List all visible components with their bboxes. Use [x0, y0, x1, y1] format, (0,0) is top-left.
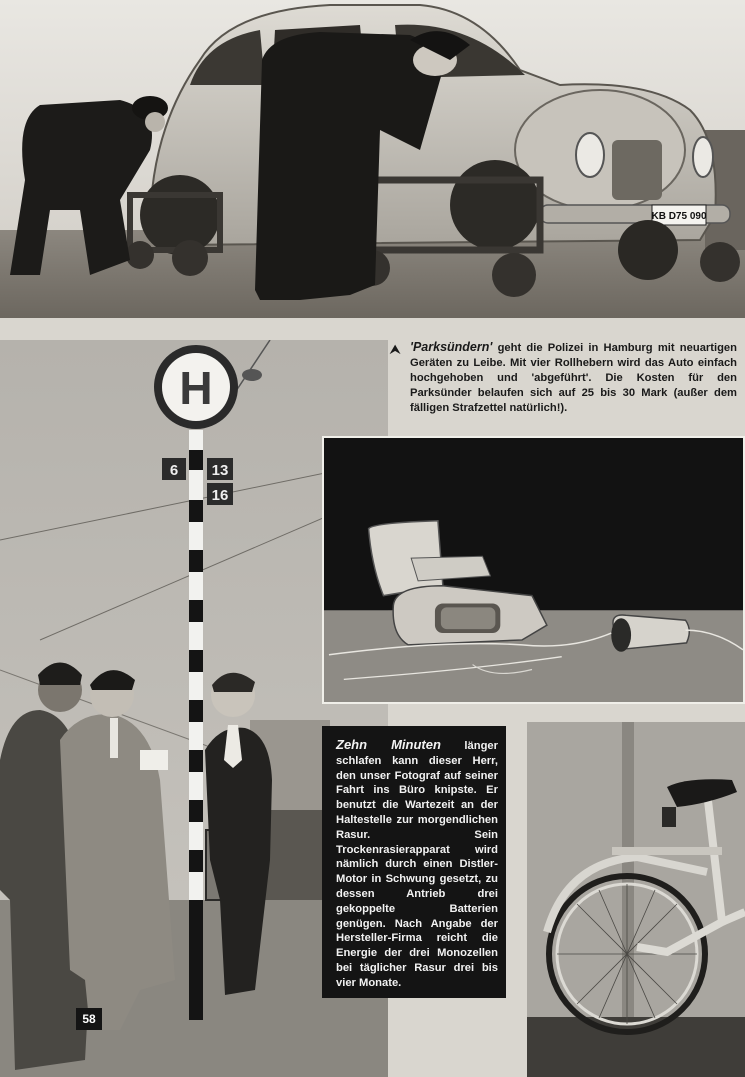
route-number-left: 6	[169, 462, 179, 479]
photo-bicycle	[527, 722, 745, 1077]
route-number-right-top: 13	[211, 462, 229, 479]
photo-battery-shaver	[322, 436, 745, 704]
caption-parking-text: geht die Polizei in Hamburg mit neuartigen Geräten zu Leibe. Mit vier Rollhebern wird das Auto einfach hochgehoben und 'abgeführt'. Die Kosten für den Parksünder belaufen sich auf 25 bis 30 Mark (außer dem fälligen Strafzettel natürlich!).	[410, 342, 737, 414]
bus-stop-sign-letter: H	[179, 362, 213, 414]
route-number-right-bottom: 16	[211, 487, 229, 504]
photo-police-car-lift	[0, 0, 745, 318]
caption-parking-offenders	[392, 340, 737, 416]
caption-ten-minutes	[322, 726, 506, 998]
arrow-up-icon: ⮝	[390, 342, 401, 356]
license-plate: KB D75 090	[651, 211, 707, 222]
caption-shaver-lead: Zehn Minuten	[336, 737, 441, 752]
page-number: 58	[76, 1008, 102, 1030]
caption-shaver-text: länger schlafen kann dieser Herr, den unser Fotograf auf seiner Fahrt ins Büro knipste. Er benutzt die Wartezeit an der Haltestelle zur morgendlichen Rasur. Sein Trockenrasierapparat wird nämlich durch einen Distler-Motor in Schwung gesetzt, zu dessen Antrieb drei gekoppelte Batterien genügen. Nach Angabe der Hersteller-Firma reicht die Energie der drei Monozellen bei täglicher Rasur drei bis vier Monate.	[336, 740, 498, 989]
caption-parking-lead: 'Parksündern'	[410, 340, 493, 354]
